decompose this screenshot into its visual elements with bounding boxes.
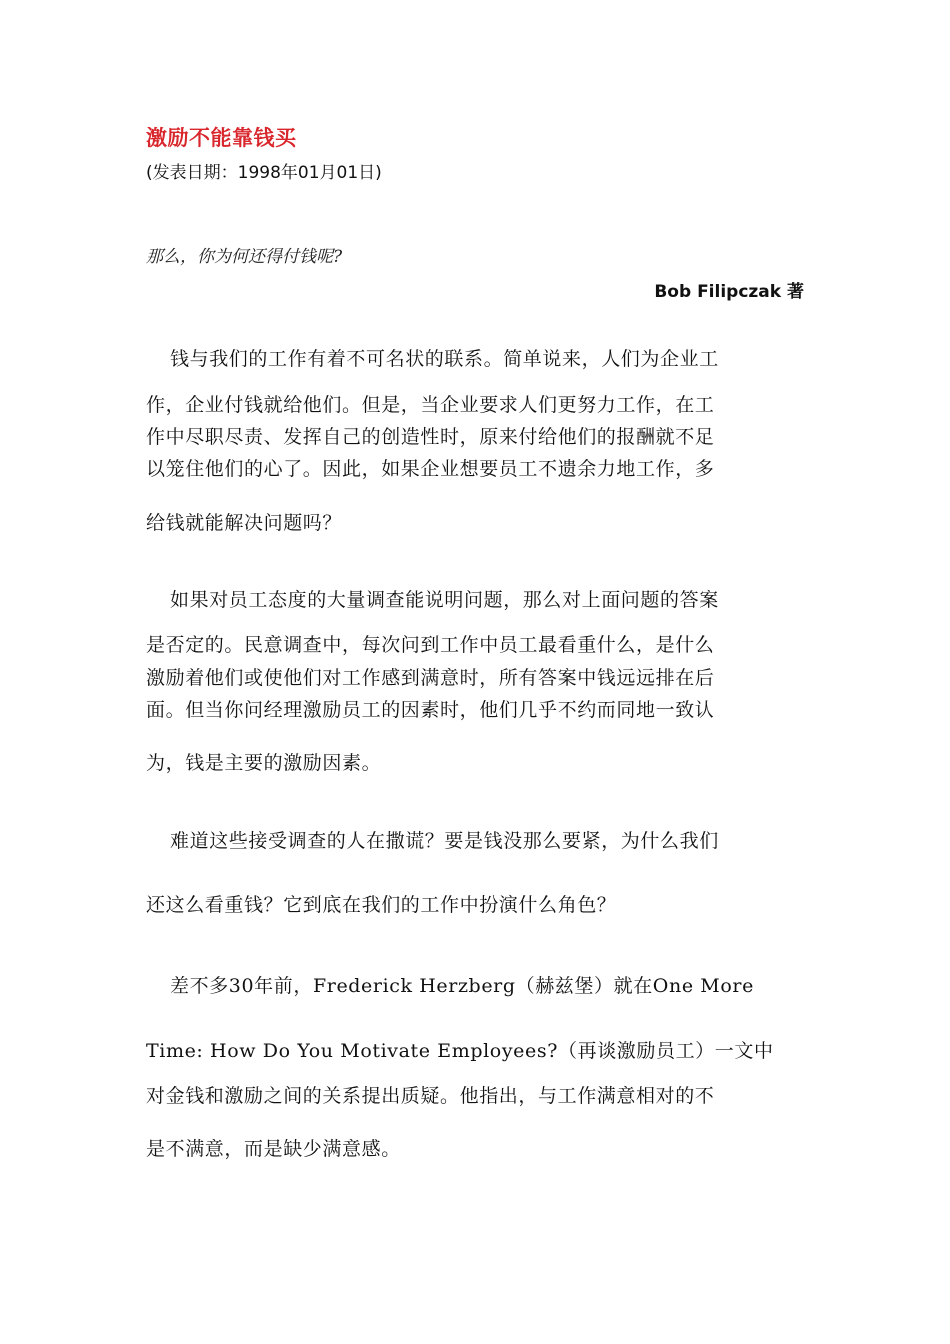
paragraph-4-line-4: 是不满意，而是缺少满意感。 (146, 1138, 401, 1160)
paragraph-2-line-4: 面。但当你问经理激励员工的因素时，他们几乎不约而同地一致认 (146, 699, 715, 721)
paragraph-1-line-4: 以笼住他们的心了。因此，如果企业想要员工不遗余力地工作，多 (146, 458, 715, 480)
paragraph-2-line-1: 如果对员工态度的大量调查能说明问题，那么对上面问题的答案 (170, 589, 719, 611)
paragraph-1-line-3: 作中尽职尽责、发挥自己的创造性时，原来付给他们的报酬就不足 (146, 426, 715, 448)
paragraph-1-line-1: 钱与我们的工作有着不可名状的联系。简单说来，人们为企业工 (170, 348, 719, 370)
paragraph-4-line-2: Time: How Do You Motivate Employees?（再谈激励员工）一文中 (146, 1040, 774, 1062)
article-subtitle: 那么，你为何还得付钱呢? (146, 247, 343, 267)
paragraph-2-line-2: 是否定的。民意调查中，每次问到工作中员工最看重什么，是什么 (146, 634, 715, 656)
paragraph-4-line-3: 对金钱和激励之间的关系提出质疑。他指出，与工作满意相对的不 (146, 1085, 715, 1107)
article-title: 激励不能靠钱买 (146, 126, 297, 150)
paragraph-2-line-3: 激励着他们或使他们对工作感到满意时，所有答案中钱远远排在后 (146, 667, 715, 689)
article-author: Bob Filipczak 著 (654, 282, 804, 302)
paragraph-4-line-1: 差不多30年前，Frederick Herzberg（赫兹堡）就在One More (170, 975, 754, 997)
paragraph-3-line-2: 还这么看重钱？它到底在我们的工作中扮演什么角色？ (146, 894, 617, 916)
paragraph-1-line-2: 作，企业付钱就给他们。但是，当企业要求人们更努力工作，在工 (146, 394, 715, 416)
paragraph-1-line-5: 给钱就能解决问题吗？ (146, 512, 343, 534)
publish-date: (发表日期：1998年01月01日) (146, 163, 382, 183)
paragraph-3-line-1: 难道这些接受调查的人在撒谎？要是钱没那么要紧，为什么我们 (170, 830, 719, 852)
paragraph-2-line-5: 为，钱是主要的激励因素。 (146, 752, 382, 774)
